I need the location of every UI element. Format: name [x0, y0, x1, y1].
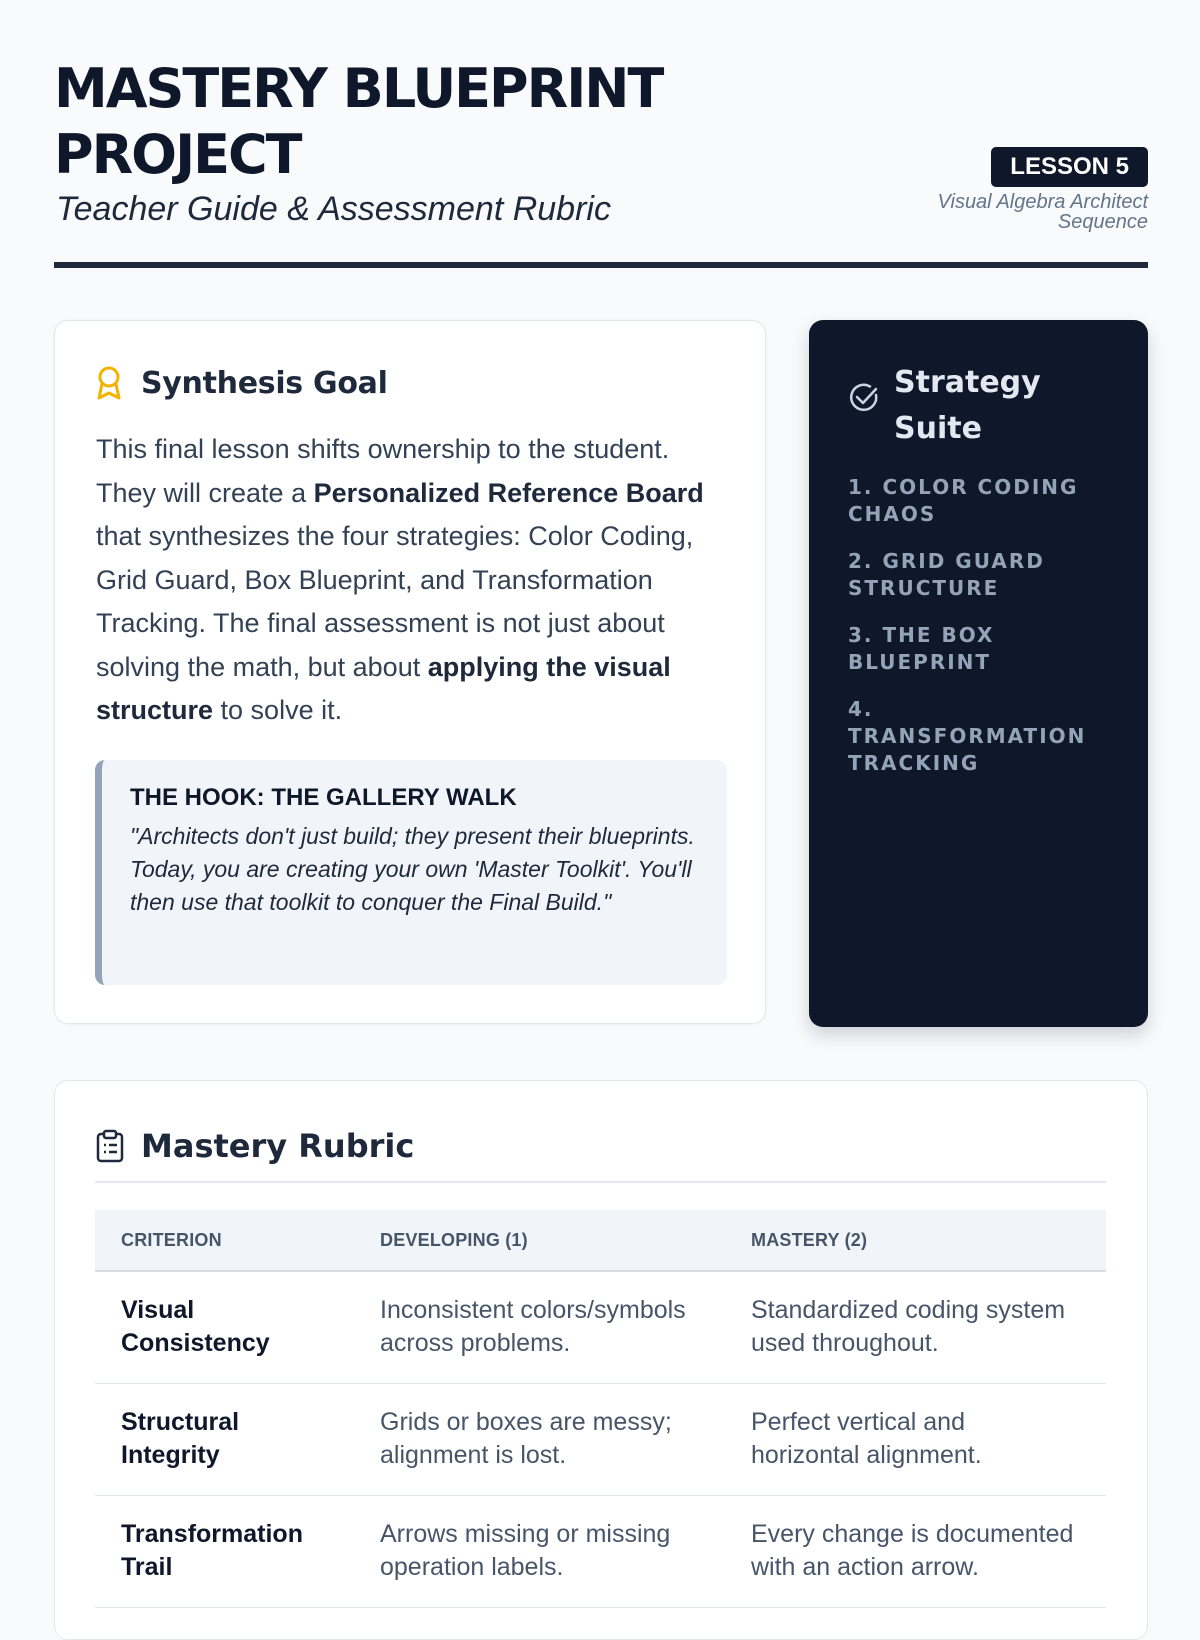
rubric-table [95, 1210, 1106, 1608]
strategy-item: 1. COLOR CODING CHAOS [848, 475, 1079, 526]
synthesis-text-3: to solve it. [213, 695, 343, 725]
criterion-cell: Structural Integrity [95, 1384, 354, 1496]
page-subtitle: Teacher Guide & Assessment Rubric [56, 190, 611, 228]
table-header-row [95, 1210, 1106, 1271]
strategy-item: 2. GRID GUARD STRUCTURE [848, 549, 1045, 600]
mastery-cell: Perfect vertical and horizontal alignment. [725, 1384, 1106, 1496]
series-label: Visual Algebra Architect Sequence [937, 191, 1148, 233]
hook-quote: "Architects don't just build; they present their blueprints. Today, you are creating your own 'Master Toolkit'. You'll then use that toolkit to conquer the Final Build." [130, 823, 695, 915]
synthesis-body [96, 428, 736, 733]
strategy-title: Strategy Suite [894, 365, 1041, 446]
hook-title: THE HOOK: THE GALLERY WALK [130, 784, 517, 811]
award-ribbon-icon [95, 364, 123, 402]
rubric-heading [95, 1127, 414, 1165]
synthesis-title: Synthesis Goal [141, 365, 388, 401]
rubric-title: Mastery Rubric [141, 1127, 415, 1165]
strategy-heading [848, 360, 1074, 452]
check-circle-icon [848, 381, 880, 413]
criterion-cell: Visual Consistency [95, 1271, 354, 1384]
hook-callout [95, 760, 727, 985]
page-title: MASTERY BLUEPRINT PROJECT [54, 57, 663, 186]
column-header-developing: DEVELOPING (1) [354, 1210, 725, 1271]
developing-cell: Inconsistent colors/symbols across problems. [354, 1271, 725, 1384]
column-header-mastery: MASTERY (2) [725, 1210, 1106, 1271]
table-row [95, 1496, 1106, 1608]
synthesis-emphasis-2: applying the visual structure [96, 651, 671, 725]
strategy-item: 3. THE BOX BLUEPRINT [848, 623, 995, 674]
page-header [54, 0, 1148, 268]
synthesis-text-2: that synthesizes the four strategies: Color Coding, Grid Guard, Box Blueprint, and Transformation Tracking. The final assessment is not just about solving the math, but about [96, 521, 694, 682]
strategy-list [848, 474, 1118, 797]
synthesis-heading [95, 364, 388, 402]
clipboard-list-icon [95, 1129, 125, 1163]
table-row [95, 1384, 1106, 1496]
lesson-badge: LESSON 5 [991, 147, 1148, 187]
rubric-divider [95, 1181, 1106, 1183]
strategy-item: 4. TRANSFORMATION TRACKING [848, 697, 1087, 775]
synthesis-text-1: This final lesson shifts ownership to the student. They will create a [96, 434, 670, 508]
mastery-cell: Standardized coding system used throughout. [725, 1271, 1106, 1384]
synthesis-emphasis-1: Personalized Reference Board [313, 477, 704, 508]
column-header-criterion: CRITERION [95, 1210, 354, 1271]
criterion-cell: Transformation Trail [95, 1496, 354, 1608]
page [54, 0, 1148, 268]
mastery-cell: Every change is documented with an action arrow. [725, 1496, 1106, 1608]
header-divider [54, 262, 1148, 268]
developing-cell: Arrows missing or missing operation labels. [354, 1496, 725, 1608]
table-row [95, 1271, 1106, 1384]
developing-cell: Grids or boxes are messy; alignment is lost. [354, 1384, 725, 1496]
